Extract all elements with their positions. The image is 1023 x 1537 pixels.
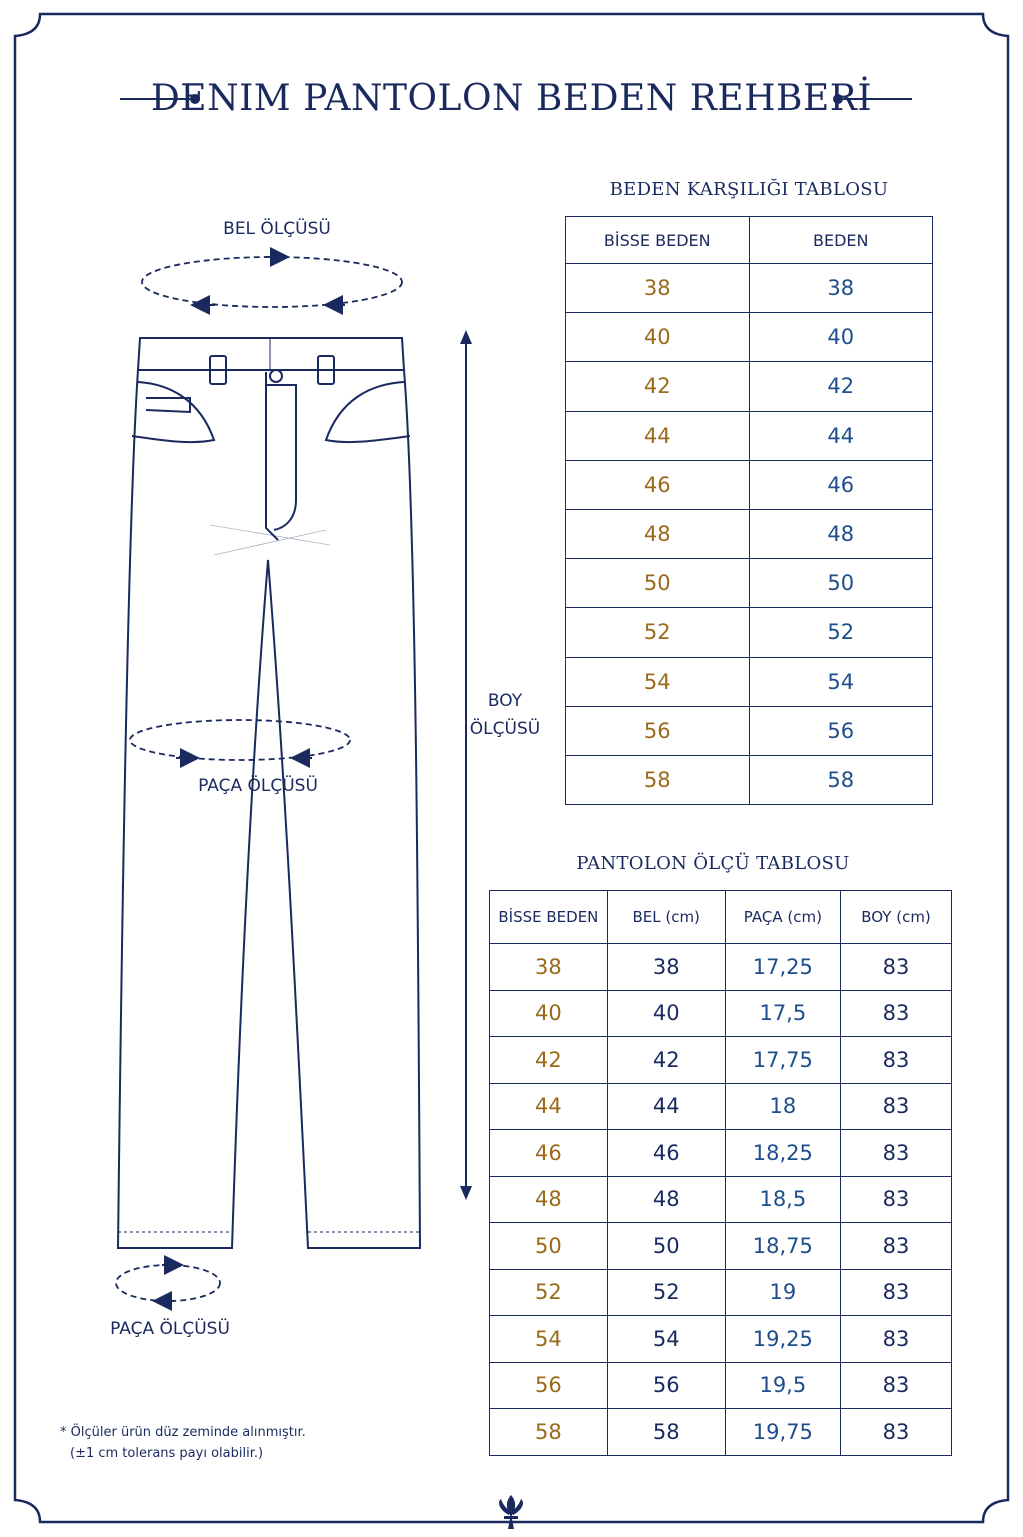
table-row (490, 1269, 952, 1316)
waist-cell: 58 (607, 1409, 725, 1456)
table-header-cell: BİSSE BEDEN (566, 217, 750, 264)
waist-measure-label: BEL ÖLÇÜSÜ (223, 219, 331, 239)
size-table (565, 216, 933, 805)
size-cell: 56 (749, 706, 933, 755)
bisse-size-cell: 52 (566, 608, 750, 657)
size-cell: 58 (749, 755, 933, 804)
bisse-size-cell: 38 (490, 944, 608, 991)
size-cell: 40 (749, 313, 933, 362)
table-row (566, 559, 933, 608)
hem-cell: 18,5 (725, 1176, 841, 1223)
footnote-line-1: * Ölçüler ürün düz zeminde alınmıştır. (60, 1425, 306, 1440)
hem-cell: 18 (725, 1083, 841, 1130)
page-title: DENIM PANTOLON BEDEN REHBERİ (150, 78, 873, 119)
table-row (566, 706, 933, 755)
waist-cell: 44 (607, 1083, 725, 1130)
table-row (490, 1362, 952, 1409)
bisse-size-cell: 46 (490, 1130, 608, 1177)
bisse-size-cell: 38 (566, 264, 750, 313)
length-measure-label-2: ÖLÇÜSÜ (469, 719, 541, 739)
bisse-size-cell: 58 (490, 1409, 608, 1456)
size-cell: 54 (749, 657, 933, 706)
bisse-size-cell: 52 (490, 1269, 608, 1316)
hem-cell: 17,5 (725, 990, 841, 1037)
table-row (566, 362, 933, 411)
hem-measure-bottom-icon (116, 1265, 220, 1301)
table-row (490, 1176, 952, 1223)
table-header-cell: BOY (cm) (841, 891, 952, 944)
bisse-size-cell: 44 (490, 1083, 608, 1130)
table-header-cell: PAÇA (cm) (725, 891, 841, 944)
bisse-size-cell: 58 (566, 755, 750, 804)
table-row (490, 944, 952, 991)
length-measure-label-1: BOY (487, 691, 523, 711)
table-header-row (490, 891, 952, 944)
bisse-size-cell: 48 (566, 509, 750, 558)
waist-measure-icon (142, 257, 402, 307)
size-cell: 38 (749, 264, 933, 313)
size-cell: 46 (749, 460, 933, 509)
waist-cell: 56 (607, 1362, 725, 1409)
bisse-size-cell: 56 (490, 1362, 608, 1409)
table-header-cell: BEDEN (749, 217, 933, 264)
hem-cell: 19 (725, 1269, 841, 1316)
bisse-size-cell: 50 (490, 1223, 608, 1270)
bisse-size-cell: 56 (566, 706, 750, 755)
bisse-size-cell: 54 (490, 1316, 608, 1363)
size-cell: 52 (749, 608, 933, 657)
table-row (566, 657, 933, 706)
footnote (60, 1422, 360, 1464)
length-cell: 83 (841, 1362, 952, 1409)
hem-cell: 19,75 (725, 1409, 841, 1456)
size-cell: 44 (749, 411, 933, 460)
title-row (0, 72, 1023, 132)
waist-cell: 50 (607, 1223, 725, 1270)
hem-cell: 17,75 (725, 1037, 841, 1084)
table-row (490, 1130, 952, 1177)
hem-cell: 18,75 (725, 1223, 841, 1270)
table-row (566, 608, 933, 657)
table-header-cell: BİSSE BEDEN (490, 891, 608, 944)
size-cell: 48 (749, 509, 933, 558)
length-cell: 83 (841, 1269, 952, 1316)
table-row (566, 460, 933, 509)
waist-cell: 40 (607, 990, 725, 1037)
hem-measure-mid-icon (130, 720, 350, 760)
waist-cell: 52 (607, 1269, 725, 1316)
bisse-size-cell: 48 (490, 1176, 608, 1223)
waist-cell: 46 (607, 1130, 725, 1177)
bisse-size-cell: 44 (566, 411, 750, 460)
length-cell: 83 (841, 1130, 952, 1177)
bisse-size-cell: 42 (490, 1037, 608, 1084)
table-row (566, 755, 933, 804)
length-arrow-icon (460, 330, 472, 1200)
length-cell: 83 (841, 944, 952, 991)
hem-cell: 19,25 (725, 1316, 841, 1363)
table-row (566, 313, 933, 362)
waist-cell: 48 (607, 1176, 725, 1223)
bisse-size-cell: 54 (566, 657, 750, 706)
hem-cell: 17,25 (725, 944, 841, 991)
table-row (566, 411, 933, 460)
length-cell: 83 (841, 1037, 952, 1084)
hem-measure-bottom-label: PAÇA ÖLÇÜSÜ (110, 1319, 230, 1339)
bisse-size-cell: 46 (566, 460, 750, 509)
bisse-size-cell: 40 (490, 990, 608, 1037)
table-row (490, 1037, 952, 1084)
bisse-size-cell: 50 (566, 559, 750, 608)
bisse-size-cell: 40 (566, 313, 750, 362)
hem-cell: 18,25 (725, 1130, 841, 1177)
length-cell: 83 (841, 1316, 952, 1363)
size-table-title: BEDEN KARŞILIĞI TABLOSU (609, 179, 889, 200)
fleur-de-lis-icon (499, 1495, 523, 1529)
table-row (566, 264, 933, 313)
hem-measure-mid-label: PAÇA ÖLÇÜSÜ (198, 776, 318, 796)
table-row (490, 1316, 952, 1363)
waist-cell: 38 (607, 944, 725, 991)
table-row (490, 1223, 952, 1270)
table-row (566, 509, 933, 558)
waist-cell: 42 (607, 1037, 725, 1084)
length-cell: 83 (841, 1223, 952, 1270)
length-cell: 83 (841, 1176, 952, 1223)
measure-table-title: PANTOLON ÖLÇÜ TABLOSU (576, 853, 850, 874)
size-cell: 42 (749, 362, 933, 411)
table-row (490, 1409, 952, 1456)
bisse-size-cell: 42 (566, 362, 750, 411)
size-cell: 50 (749, 559, 933, 608)
waist-cell: 54 (607, 1316, 725, 1363)
hem-cell: 19,5 (725, 1362, 841, 1409)
table-header-row (566, 217, 933, 264)
length-cell: 83 (841, 1409, 952, 1456)
table-row (490, 1083, 952, 1130)
table-header-cell: BEL (cm) (607, 891, 725, 944)
measure-table (489, 890, 952, 1456)
length-cell: 83 (841, 990, 952, 1037)
footnote-line-2: (±1 cm tolerans payı olabilir.) (70, 1446, 264, 1461)
jeans-diagram (0, 200, 560, 1440)
table-row (490, 990, 952, 1037)
length-cell: 83 (841, 1083, 952, 1130)
